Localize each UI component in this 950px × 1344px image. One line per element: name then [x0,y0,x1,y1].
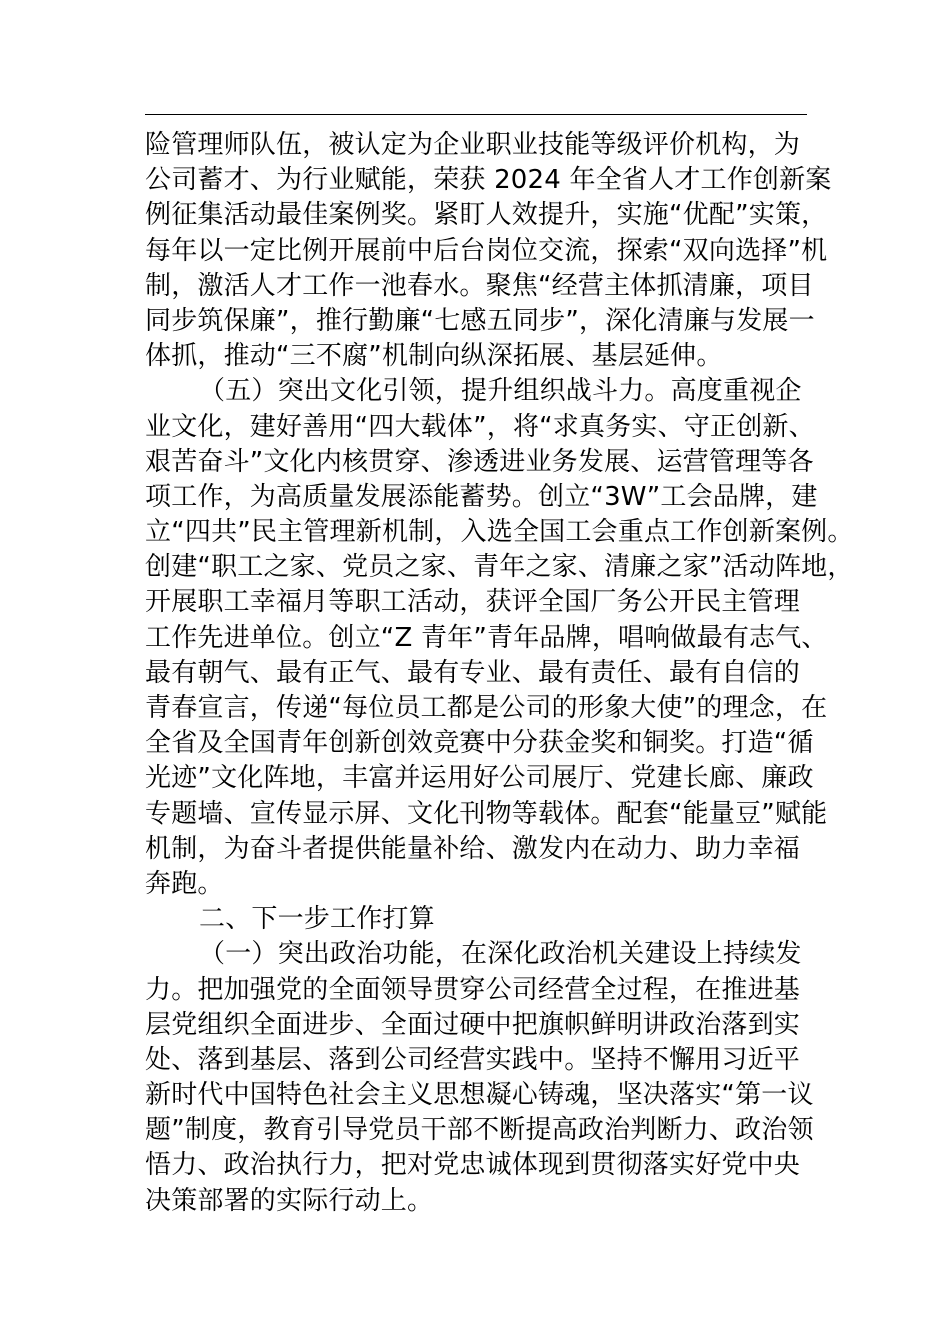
text-line: 每年以一定比例开展前中后台岗位交流，探索“双向选择”机 [145,235,828,266]
text-line: 新时代中国特色社会主义思想凝心铸魂，坚决落实“第一议 [145,1080,814,1111]
text-line: 层党组织全面进步、全面过硬中把旗帜鲜明讲政治落到实 [145,1009,801,1040]
text-line: 奔跑。 [145,868,224,899]
text-line: 光迹”文化阵地，丰富并运用好公司展厅、党建长廊、廉政 [145,763,814,794]
body-text [145,128,854,1219]
text-line: 同步筑保廉”，推行勤廉“七感五同步”，深化清廉与发展一 [145,305,815,336]
header-rule [145,114,807,115]
text-line: 最有朝气、最有正气、最有专业、最有责任、最有自信的 [145,657,801,688]
text-line: 题”制度，教育引导党员干部不断提高政治判断力、政治领 [145,1115,814,1146]
text-line: 体抓，推动“三不腐”机制向纵深拓展、基层延伸。 [145,341,723,372]
text-line: 立“四共”民主管理新机制，入选全国工会重点工作创新案例。 [145,517,854,548]
text-line: 险管理师队伍，被认定为企业职业技能等级评价机构，为 [145,130,801,160]
text-line: 业文化，建好善用“四大载体”，将“求真务实、守正创新、 [145,411,815,442]
text-line: 决策部署的实际行动上。 [145,1185,434,1216]
text-line: 处、落到基层、落到公司经营实践中。坚持不懈用习近平 [145,1044,801,1075]
text-line: 全省及全国青年创新创效竞赛中分获金奖和铜奖。打造“循 [145,728,814,759]
text-line: 制，激活人才工作一池春水。聚焦“经营主体抓清廉，项目 [145,270,814,301]
text-line: 二、下一步工作打算 [199,904,435,935]
text-line: 专题墙、宣传显示屏、文化刊物等载体。配套“能量豆”赋能 [145,798,828,829]
text-line: 机制，为奋斗者提供能量补给、激发内在动力、助力幸福 [145,833,801,864]
text-line: 项工作，为高质量发展添能蓄势。创立“3W”工会品牌，建 [145,481,818,512]
text-line: 青春宣言，传递“每位员工都是公司的形象大使”的理念，在 [145,693,828,723]
text-line: （一）突出政治功能，在深化政治机关建设上持续发 [199,939,802,970]
text-line: 力。把加强党的全面领导贯穿公司经营全过程，在推进基 [145,974,801,1005]
text-line: 工作先进单位。创立“Z 青年”青年品牌，唱响做最有志气、 [145,622,828,653]
text-line: 例征集活动最佳案例奖。紧盯人效提升，实施“优配”实策， [145,200,828,231]
text-line: 悟力、政治执行力，把对党忠诚体现到贯彻落实好党中央 [145,1150,801,1181]
text-line: 创建“职工之家、党员之家、青年之家、清廉之家”活动阵地， [145,552,854,583]
text-line: 艰苦奋斗”文化内核贯穿、渗透进业务发展、运营管理等各 [145,446,814,477]
text-line: 公司蓄才、为行业赋能，荣获 2024 年全省人才工作创新案 [145,165,832,196]
text-line: 开展职工幸福月等职工活动，获评全国厂务公开民主管理 [145,587,801,618]
text-line: （五）突出文化引领，提升组织战斗力。高度重视企 [199,376,802,407]
